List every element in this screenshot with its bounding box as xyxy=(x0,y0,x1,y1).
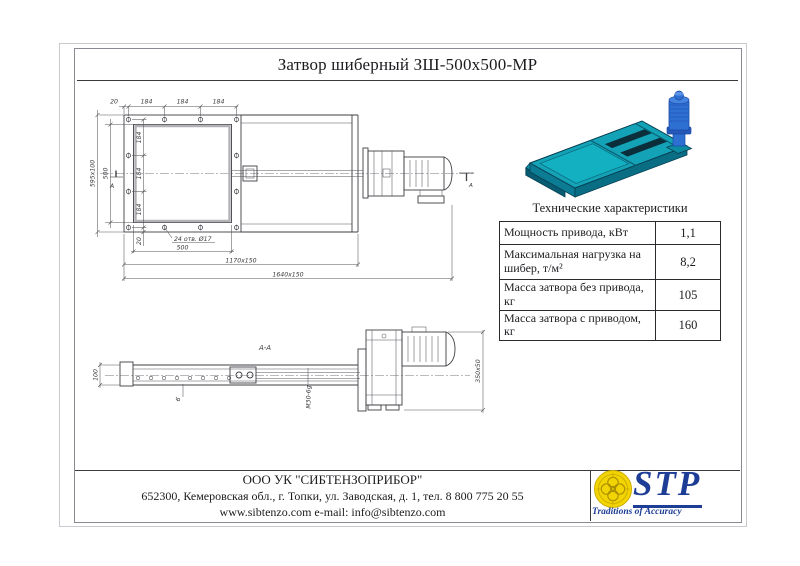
spec-label: Мощность привода, кВт xyxy=(500,222,656,245)
svg-text:6: 6 xyxy=(174,396,183,403)
section-body xyxy=(120,362,360,386)
logo-brand: STP xyxy=(633,464,702,503)
svg-text:350х50: 350х50 xyxy=(475,359,482,383)
company-contacts: www.sibtenzo.com e-mail: info@sibtenzo.com xyxy=(219,505,446,519)
logo-tagline: Traditions of Accuracy xyxy=(592,507,682,517)
drive-assembly xyxy=(363,148,452,203)
svg-text:184: 184 xyxy=(140,98,153,106)
svg-text:20: 20 xyxy=(110,98,118,106)
table-row xyxy=(500,222,721,245)
svg-text:100: 100 xyxy=(92,369,100,381)
specs-table xyxy=(499,221,721,341)
page-title: Затвор шиберный ЗШ-500х500-МР xyxy=(277,54,538,74)
dim-top-chain xyxy=(119,105,239,117)
spec-value: 8,2 xyxy=(656,245,721,280)
svg-text:24 отв. Ø17: 24 отв. Ø17 xyxy=(174,236,212,243)
spec-label: Масса затвора с приводом, кг xyxy=(500,310,656,341)
holes-note xyxy=(165,228,216,244)
spec-value: 160 xyxy=(656,310,721,341)
stp-emblem-icon xyxy=(593,469,633,509)
section-marker-right xyxy=(459,173,474,189)
spec-label: Максимальная нагрузка на шибер, т/м² xyxy=(500,245,656,280)
spec-value: 105 xyxy=(656,280,721,311)
company-address: 652300, Кемеровская обл., г. Топки, ул. Заводская, д. 1, тел. 8 800 775 20 55 xyxy=(141,489,524,503)
svg-text:184: 184 xyxy=(136,167,143,180)
company-info xyxy=(80,472,585,520)
svg-text:А-А: А-А xyxy=(258,344,272,352)
table-row xyxy=(500,310,721,341)
svg-text:500: 500 xyxy=(176,244,189,252)
svg-text:А: А xyxy=(469,183,473,189)
table-row xyxy=(500,245,721,280)
section-view-drawing xyxy=(80,325,510,425)
product-3d-render xyxy=(512,88,707,200)
section-dims xyxy=(98,330,485,413)
table-row xyxy=(500,280,721,311)
svg-text:20: 20 xyxy=(136,237,143,245)
spec-value: 1,1 xyxy=(656,222,721,245)
svg-text:1170х150: 1170х150 xyxy=(225,257,257,265)
svg-text:1640х150: 1640х150 xyxy=(272,271,304,279)
svg-text:184: 184 xyxy=(176,98,189,106)
dim-bottom xyxy=(122,205,454,281)
company-name: ООО УК "СИБТЕНЗОПРИБОР" xyxy=(242,472,423,487)
svg-text:184: 184 xyxy=(136,203,143,216)
title-bar xyxy=(77,49,738,81)
svg-text:184: 184 xyxy=(212,98,225,106)
svg-text:184: 184 xyxy=(136,131,143,144)
section-drive xyxy=(358,327,455,411)
svg-text:М30-6g: М30-6g xyxy=(305,385,313,409)
svg-text:А: А xyxy=(110,183,115,190)
svg-text:500: 500 xyxy=(102,167,110,180)
spec-label: Масса затвора без привода, кг xyxy=(500,280,656,311)
svg-text:595х100: 595х100 xyxy=(89,159,97,188)
specs-heading: Технические характеристики xyxy=(532,201,688,215)
top-view-drawing xyxy=(80,86,510,302)
footer-divider xyxy=(590,470,591,521)
